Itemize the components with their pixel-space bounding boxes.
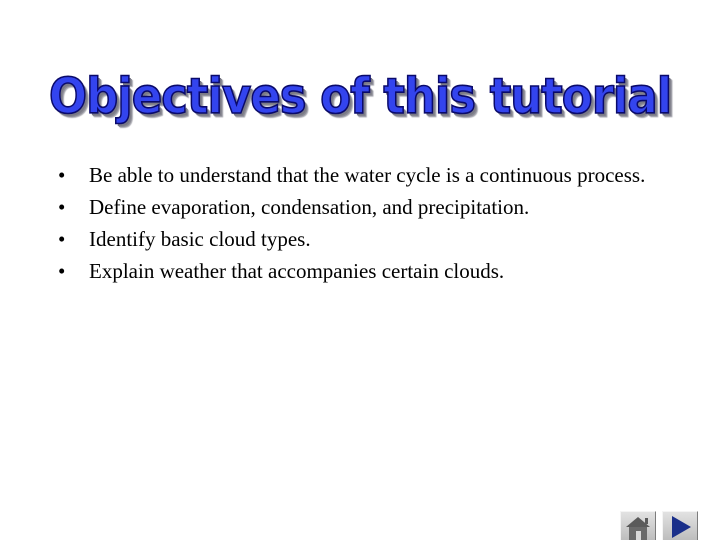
bullet-icon: • <box>58 163 66 187</box>
bullet-text: Explain weather that accompanies certain clouds. <box>89 259 505 283</box>
list-item <box>58 162 658 188</box>
next-slide-button[interactable] <box>662 511 698 540</box>
bullet-text: Identify basic cloud types. <box>89 227 311 251</box>
home-button[interactable] <box>620 511 656 540</box>
play-right-icon <box>663 512 697 540</box>
list-item <box>58 194 658 220</box>
bullet-icon: • <box>58 259 66 283</box>
objectives-list <box>58 162 658 290</box>
bullet-text: Define evaporation, condensation, and precipitation. <box>89 195 530 219</box>
home-icon <box>621 512 655 540</box>
bullet-icon: • <box>58 227 66 251</box>
bullet-icon: • <box>58 195 66 219</box>
list-item <box>58 226 658 252</box>
slide-title: Objectives of this tutorial <box>48 67 672 126</box>
bullet-text: Be able to understand that the water cycle is a continuous process. <box>89 163 646 187</box>
list-item <box>58 258 658 284</box>
